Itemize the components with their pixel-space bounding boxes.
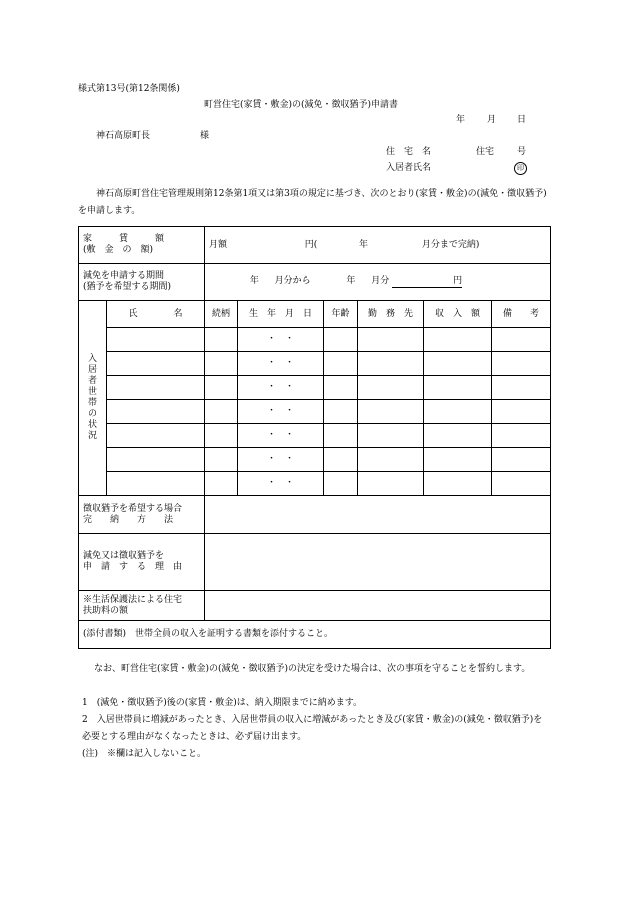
housing-aid-row [79,591,551,621]
birthdate-cell[interactable]: ・ ・ [238,424,324,448]
age-cell[interactable] [324,400,358,424]
relation-cell[interactable] [205,424,238,448]
age-cell[interactable] [324,448,358,472]
remarks-cell[interactable] [492,424,551,448]
seal-mark: 印 [514,162,527,175]
from-year-label: 年 [249,276,259,286]
period-field[interactable] [205,264,551,301]
income-cell[interactable] [424,472,492,496]
housing-aid-label: ※生活保護法による住宅 扶助料の額 [79,591,205,621]
remarks-cell[interactable] [492,400,551,424]
housing-aid-field[interactable] [205,591,551,621]
intro-text: 神石高原町営住宅管理規則第12条第1項又は第3項の規定に基づき、次のとおり(家賃・敷金)の(減免・徴収猶予)を申請します。 [78,189,547,216]
from-month-label: 月分から [274,276,311,286]
income-cell[interactable] [424,352,492,376]
table-row [79,448,551,472]
remarks-cell[interactable] [492,328,551,352]
relation-cell[interactable] [205,400,238,424]
payment-method-row [79,496,551,534]
household-label: 入 居 者 世 帯 の 状 況 [79,301,107,496]
payment-method-label: 徴収猶予を希望する場合 完 納 方 法 [79,496,205,534]
name-cell[interactable] [107,328,205,352]
remarks-cell[interactable] [492,376,551,400]
table-row [79,400,551,424]
income-cell[interactable] [424,424,492,448]
form-number: 様式第13号(第12条関係) [78,84,180,94]
resident-name-label: 入居者氏名 [386,163,432,173]
income-cell[interactable] [424,328,492,352]
relation-cell[interactable] [205,328,238,352]
rent-row [79,227,551,264]
paid-month-label: 月分まで完納) [421,239,480,250]
table-row [79,352,551,376]
workplace-cell[interactable] [358,376,424,400]
rent-label: 家 賃 額 (敷 金 の 額) [79,227,205,264]
col-workplace: 勤 務 先 [358,301,424,328]
date-month: 月 [487,115,497,125]
monthly-label: 月額 [209,239,228,250]
birthdate-cell[interactable]: ・ ・ [238,448,324,472]
col-age: 年齢 [324,301,358,328]
remarks-cell[interactable] [492,448,551,472]
application-form-table [78,226,551,649]
workplace-cell[interactable] [358,448,424,472]
remarks-cell[interactable] [492,352,551,376]
age-cell[interactable] [324,424,358,448]
workplace-cell[interactable] [358,352,424,376]
workplace-cell[interactable] [358,400,424,424]
number-label: 号 [517,147,527,157]
name-cell[interactable] [107,400,205,424]
col-remarks: 備 考 [492,301,551,328]
age-cell[interactable] [324,472,358,496]
addressee-honorific: 様 [200,131,210,141]
attachment-note: (添付書類) 世帯全員の収入を証明する書類を添付すること。 [79,621,551,649]
house-name-label: 住 宅 名 [386,147,432,157]
period-row [79,264,551,301]
payment-method-field[interactable] [205,496,551,534]
income-cell[interactable] [424,448,492,472]
name-cell[interactable] [107,472,205,496]
yen-label: 円( [304,239,318,250]
birthdate-cell[interactable]: ・ ・ [238,376,324,400]
pledge-text: なお、町営住宅(家賃・敷金)の(減免・徴収猶予)の決定を受けた場合は、次の事項を守ることを誓約します。 [94,664,531,674]
house-label: 住宅 [476,147,495,157]
attachment-row [79,621,551,649]
period-label: 減免を申請する期間 (猶予を希望する期間) [79,264,205,301]
reason-field[interactable] [205,534,551,591]
page-title: 町営住宅(家賃・敷金)の(減免・徴収猶予)申請書 [204,100,399,110]
amount-yen-label: 円 [453,276,463,286]
age-cell[interactable] [324,352,358,376]
relation-cell[interactable] [205,472,238,496]
addressee: 神石高原町長 [96,131,151,141]
col-birthdate: 生 年 月 日 [238,301,324,328]
workplace-cell[interactable] [358,424,424,448]
amount-line [392,276,462,288]
age-cell[interactable] [324,376,358,400]
relation-cell[interactable] [205,376,238,400]
col-income: 収 入 額 [424,301,492,328]
to-month-label: 月分 [371,276,390,286]
to-year-label: 年 [346,276,356,286]
household-header-row [79,301,551,328]
pledge-item-2: 2 入居世帯員に増減があったとき、入居世帯員の収入に増減があったとき及び(家賃・敷金)の(減免・徴収猶予)を必要とする理由がなくなったときは、必ず届け出ます。 [82,715,543,742]
name-cell[interactable] [107,448,205,472]
remarks-cell[interactable] [492,472,551,496]
name-cell[interactable] [107,376,205,400]
pledge-item-1: 1 (減免・徴収猶予)後の(家賃・敷金)は、納入期限までに納めます。 [82,698,363,708]
table-row [79,424,551,448]
name-cell[interactable] [107,424,205,448]
birthdate-cell[interactable]: ・ ・ [238,400,324,424]
relation-cell[interactable] [205,448,238,472]
footer-note: (注) ※欄は記入しないこと。 [82,749,207,759]
birthdate-cell[interactable]: ・ ・ [238,352,324,376]
reason-row [79,534,551,591]
table-row [79,328,551,352]
workplace-cell[interactable] [358,328,424,352]
name-cell[interactable] [107,352,205,376]
age-cell[interactable] [324,328,358,352]
relation-cell[interactable] [205,352,238,376]
paid-year-label: 年 [359,239,369,250]
income-cell[interactable] [424,376,492,400]
date-day: 日 [517,115,527,125]
rent-field[interactable] [205,227,551,264]
income-cell[interactable] [424,400,492,424]
date-year: 年 [456,115,466,125]
workplace-cell[interactable] [358,472,424,496]
reason-label: 減免又は徴収猶予を 申 請 す る 理 由 [79,534,205,591]
table-row [79,472,551,496]
col-name: 氏 名 [107,301,205,328]
table-row [79,376,551,400]
birthdate-cell[interactable]: ・ ・ [238,328,324,352]
col-relation: 続柄 [205,301,238,328]
birthdate-cell[interactable]: ・ ・ [238,472,324,496]
